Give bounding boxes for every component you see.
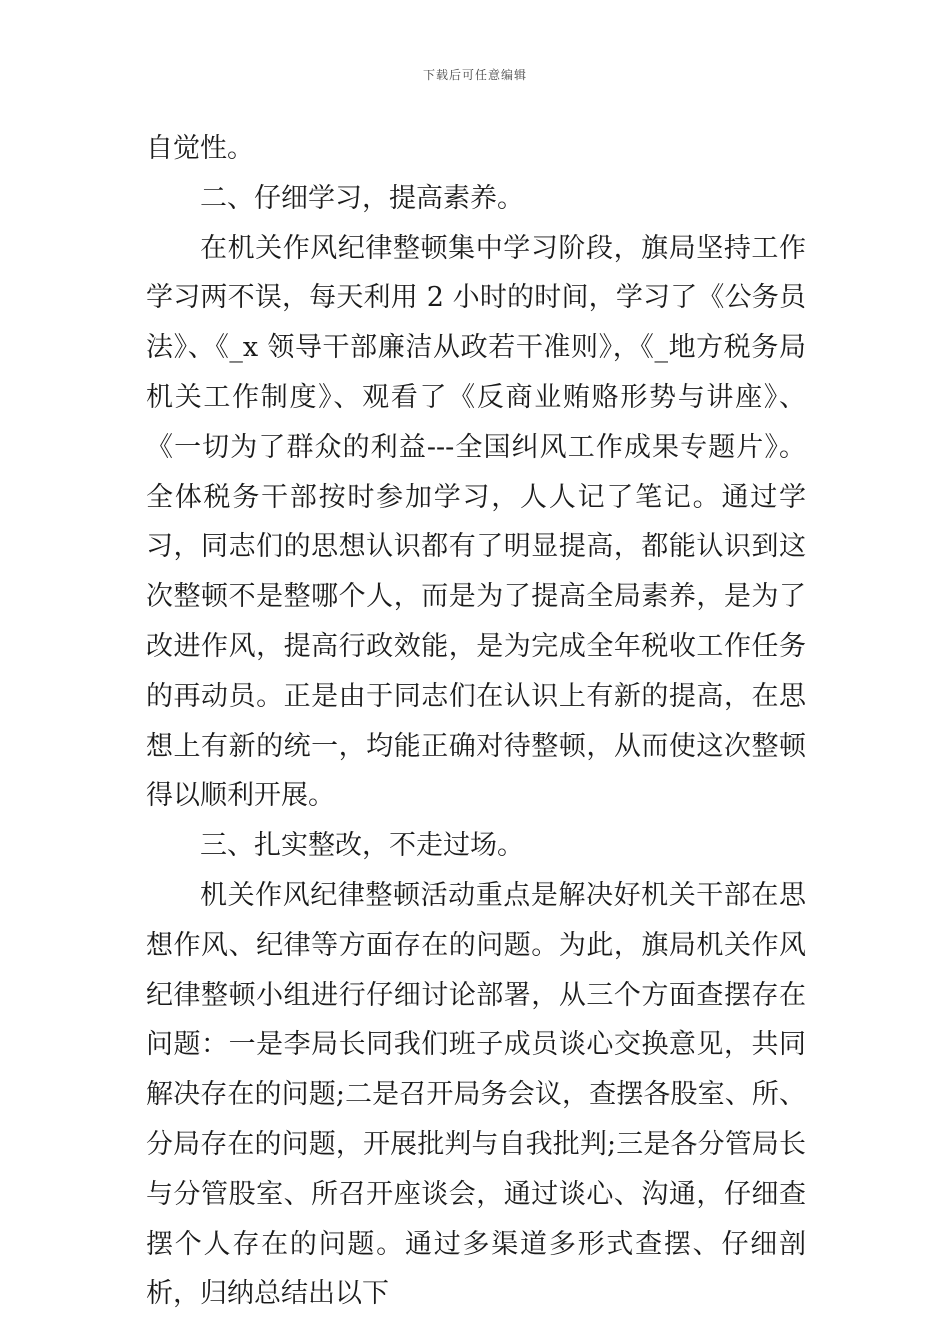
- page-header-note: 下载后可任意编辑: [422, 68, 527, 82]
- paragraph-3: 在机关作风纪律整顿集中学习阶段，旗局坚持工作学习两不误，每天利用 2 小时的时间，学习了《公务员法》、《_x 领导干部廉洁从政若干准则》，《_地方税务局机关工作制度》、观看了《反商业贿赂形势与讲座》、《一切为了群众的利益---全国纠风工作成果专题片》。全体税务干部按时参加学习，人人记了笔记。通过学习，同志们的思想认识都有了明显提高，都能认识到这次整顿不是整哪个人，而是为了提高全局素养，是为了改进作风，提高行政效能，是为完成全年税收工作任务的再动员。正是由于同志们在认识上有新的提高，在思想上有新的统一，均能正确对待整顿，从而使这次整顿得以顺利开展。: [146, 232, 806, 812]
- paragraph-1: 自觉性。: [146, 133, 254, 164]
- section-heading-3: 三、扎实整改，不走过场。: [200, 830, 524, 862]
- document-body: [146, 124, 806, 1319]
- section-heading-2: 二、仔细学习，提高素养。: [200, 182, 524, 214]
- paragraph-5: 机关作风纪律整顿活动重点是解决好机关干部在思想作风、纪律等方面存在的问题。为此，旗局机关作风纪律整顿小组进行仔细讨论部署，从三个方面查摆存在问题：一是李局长同我们班子成员谈心交换意见，共同解决存在的问题;二是召开局务会议，查摆各股室、所、分局存在的问题，开展批判与自我批判;三是各分管局长与分管股室、所召开座谈会，通过谈心、沟通，仔细查摆个人存在的问题。通过多渠道多形式查摆、仔细剖析，归纳总结出以下: [146, 879, 806, 1310]
